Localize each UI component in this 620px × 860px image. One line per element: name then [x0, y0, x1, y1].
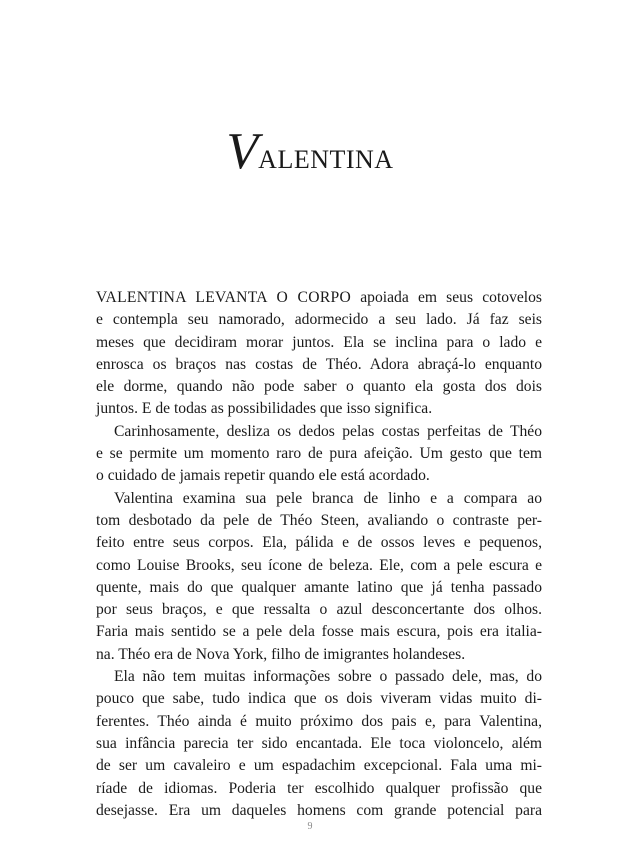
- chapter-title-initial: V: [226, 123, 259, 180]
- text-line: ele dorme, quando não pode saber o quanto ela gosta dos dois: [96, 378, 542, 396]
- text-line: meses que decidiram morar juntos. Ela se inclina para o lado e: [96, 333, 542, 351]
- page-number: 9: [307, 821, 313, 832]
- text-line: e se permite um momento raro de pura afeição. Um gesto que tem: [96, 445, 542, 463]
- text-line: Faria mais sentido se a pele dela fosse mais escura, pois era italia-: [96, 623, 542, 641]
- text-line: feito entre seus corpos. Ela, pálida e de ossos leves e pequenos,: [96, 534, 542, 552]
- text-line: ferentes. Théo ainda é muito próximo dos pais e, para Valentina,: [96, 712, 542, 730]
- text-line: Valentina examina sua pele branca de linho e a compara ao: [114, 489, 542, 507]
- chapter-body: [96, 287, 542, 822]
- text-line: Carinhosamente, desliza os dedos pelas costas perfeitas de Théo: [114, 422, 542, 440]
- text-line-content: apoiada em seus cotovelos: [351, 289, 542, 306]
- text-line: na. Théo era de Nova York, filho de imigrantes holandeses.: [96, 645, 466, 663]
- text-line: como Louise Brooks, seu ícone de beleza. Ele, com a pele escura e: [96, 556, 542, 574]
- chapter-title-rest: ALENTINA: [258, 145, 394, 174]
- text-line: enrosca os braços nas costas de Théo. Adora abraçá-lo enquanto: [96, 355, 542, 373]
- text-line: o cuidado de jamais repetir quando ele está acordado.: [96, 467, 430, 485]
- text-line: por seus braços, e que ressalta o azul desconcertante dos olhos.: [96, 601, 542, 619]
- text-line: Ela não tem muitas informações sobre o passado dele, mas, do: [114, 668, 542, 686]
- text-line: juntos. E de todas as possibilidades que isso significa.: [96, 400, 433, 418]
- text-line: ríade de idiomas. Poderia ter escolhido qualquer profissão que: [96, 779, 542, 797]
- text-line: quente, mais do que qualquer amante latino que já tenha passado: [96, 578, 542, 596]
- opening-words: VALENTINA LEVANTA O CORPO: [96, 289, 352, 306]
- text-line: de ser um cavaleiro e um espadachim excepcional. Fala uma mi-: [96, 757, 542, 775]
- text-line: desejasse. Era um daqueles homens com grande potencial para: [96, 801, 542, 819]
- text-line: [96, 287, 542, 309]
- chapter-title: [0, 122, 620, 181]
- text-line: pouco que sabe, tudo indica que os dois viveram vidas muito di-: [96, 690, 542, 708]
- text-line: e contempla seu namorado, adormecido a seu lado. Já faz seis: [96, 311, 542, 329]
- text-line: tom desbotado da pele de Théo Steen, avaliando o contraste per-: [96, 511, 542, 529]
- text-line: sua infância parecia ter sido encantada. Ele toca violoncelo, além: [96, 734, 542, 752]
